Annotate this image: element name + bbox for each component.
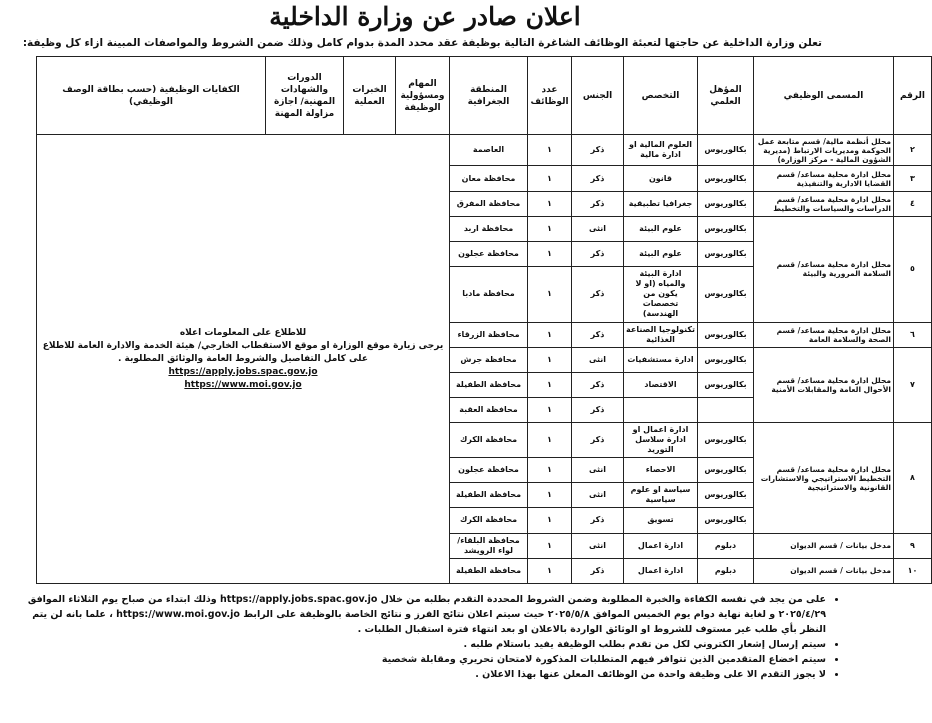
count-cell: ١ [528, 216, 572, 241]
count-cell: ١ [528, 135, 572, 166]
specialization-cell [624, 398, 698, 423]
job-title-cell: محلل ادارة محلية مساعد/ قسم الأحوال العامة والمقابلات الأمنية [754, 347, 894, 423]
region-cell: محافظة الطفيلة [450, 373, 528, 398]
job-number-cell: ٣ [894, 166, 932, 191]
count-cell: ١ [528, 241, 572, 266]
specialization-cell: العلوم المالية او ادارة مالية [624, 135, 698, 166]
note-item: • سيتم اخضاع المتقدمين الذين تتوافر فيهم المتطلبات المذكورة لامتحان تحريري ومقابلة شخصية [6, 652, 826, 667]
gender-cell: ذكر [572, 558, 624, 583]
count-cell: ١ [528, 458, 572, 483]
gender-cell: انثى [572, 533, 624, 558]
qualification-cell: بكالوريوس [698, 322, 754, 347]
job-number-cell: ٥ [894, 216, 932, 322]
note-item: • على من يجد في نفسه الكفاءة والخبرة المطلوبة وضمن الشروط المحددة التقدم بطلبه من خلال https://apply.jobs.spac.gov.jo وذلك ابتداء من صباح يوم الثلاثاء الموافق ٢٠٢٥/٤/٢٩ و لغاية نهاية دوام يوم الخميس الموافق ٢٠٢٥/٥/٨ حيث سيتم اعلان نتائج الفرز و نتائج الخاصة بالوظيفة على الرابط https://www.moi.gov.jo ، علما بانه لن يتم النظر بأي طلب غير مستوف للشروط او الوثائق الواردة بالاعلان او بعد انتهاء فترة استقبال الطلبات . [6, 592, 826, 637]
info-note-text: يرجى زيارة موقع الوزارة او موقع الاستقطاب الخارجي/ هيئة الخدمة والادارة العامة للاطلاع على كامل التفاصيل والشروط العامة والوثائق المطلوبة . [42, 340, 444, 364]
count-cell: ١ [528, 558, 572, 583]
gender-cell: ذكر [572, 241, 624, 266]
specialization-cell: الاقتصاد [624, 373, 698, 398]
specialization-cell: تسويق [624, 508, 698, 533]
specialization-cell: ادارة اعمال [624, 533, 698, 558]
header-cell: المنطقة الجغرافية [450, 57, 528, 135]
gender-cell: ذكر [572, 508, 624, 533]
gender-cell: ذكر [572, 322, 624, 347]
gender-cell: ذكر [572, 398, 624, 423]
specialization-cell: ادارة مستشفيات [624, 347, 698, 372]
header-cell: عدد الوظائف [528, 57, 572, 135]
jobs-table [36, 56, 932, 584]
gender-cell: انثى [572, 347, 624, 372]
note-item: • سيتم إرسال إشعار الكتروني لكل من تقدم بطلب الوظيفة يفيد باستلام طلبه . [6, 637, 826, 652]
count-cell: ١ [528, 166, 572, 191]
specialization-cell: جغرافيا تطبيقية [624, 191, 698, 216]
specialization-cell: علوم البيئة [624, 241, 698, 266]
job-number-cell: ١٠ [894, 558, 932, 583]
specialization-cell: ادارة البيئة والمياه (او لا يكون من تخصصات الهندسة) [624, 267, 698, 323]
count-cell: ١ [528, 191, 572, 216]
gender-cell: ذكر [572, 166, 624, 191]
gender-cell: انثى [572, 216, 624, 241]
qualification-cell: بكالوريوس [698, 423, 754, 458]
specialization-cell: ادارة اعمال [624, 558, 698, 583]
specialization-cell: علوم البيئة [624, 216, 698, 241]
qualification-cell: دبلوم [698, 558, 754, 583]
qualification-cell [698, 398, 754, 423]
region-cell: محافظة العقبة [450, 398, 528, 423]
job-number-cell: ٦ [894, 322, 932, 347]
specialization-cell: سياسة او علوم سياسية [624, 483, 698, 508]
specialization-cell: الاحصاء [624, 458, 698, 483]
qualification-cell: بكالوريوس [698, 347, 754, 372]
gender-cell: ذكر [572, 267, 624, 323]
specialization-cell: ادارة اعمال او ادارة سلاسل التوريد [624, 423, 698, 458]
region-cell: محافظة مادبا [450, 267, 528, 323]
qualification-cell: بكالوريوس [698, 166, 754, 191]
qualification-cell: بكالوريوس [698, 191, 754, 216]
qualification-cell: بكالوريوس [698, 135, 754, 166]
qualification-cell: بكالوريوس [698, 373, 754, 398]
job-title-cell: محلل ادارة محلية مساعد/ قسم القضايا الادارية والتنفيذية [754, 166, 894, 191]
job-title-cell: محلل ادارة محلية مساعد/ قسم السلامة المرورية والبيئة [754, 216, 894, 322]
header-cell: المؤهل العلمي [698, 57, 754, 135]
region-cell: محافظة المفرق [450, 191, 528, 216]
info-note-cell [37, 135, 450, 584]
region-cell: العاصمة [450, 135, 528, 166]
job-title-cell: مدخل بيانات / قسم الديوان [754, 558, 894, 583]
header-cell: المسمى الوظيفي [754, 57, 894, 135]
count-cell: ١ [528, 423, 572, 458]
header-cell: الخبرات العملية [344, 57, 396, 135]
region-cell: محافظة معان [450, 166, 528, 191]
header-cell: التخصص [624, 57, 698, 135]
specialization-cell: قانون [624, 166, 698, 191]
job-title-cell: محلل أنظمة مالية/ قسم متابعة عمل الحوكمة ومديريات الارتباط (مديرية الشؤون المالية - مركز الوزارة) [754, 135, 894, 166]
qualification-cell: بكالوريوس [698, 216, 754, 241]
job-title-cell: محلل ادارة محلية مساعد/ قسم الصحة والسلامة العامة [754, 322, 894, 347]
gender-cell: انثى [572, 458, 624, 483]
specialization-cell: تكنولوجيا الصناعة الغذائية [624, 322, 698, 347]
gender-cell: ذكر [572, 423, 624, 458]
job-number-cell: ٧ [894, 347, 932, 423]
page-title: اعلان صادر عن وزارة الداخلية [269, 2, 581, 31]
job-title-cell: محلل ادارة محلية مساعد/ قسم الدراسات والسياسات والتخطيط [754, 191, 894, 216]
region-cell: محافظة عجلون [450, 458, 528, 483]
gender-cell: ذكر [572, 135, 624, 166]
region-cell: محافظة اربد [450, 216, 528, 241]
header-cell: المهام ومسؤولية الوظيفة [396, 57, 450, 135]
count-cell: ١ [528, 398, 572, 423]
qualification-cell: بكالوريوس [698, 267, 754, 323]
count-cell: ١ [528, 508, 572, 533]
notes-list [6, 592, 840, 682]
header-cell: الكفايات الوظيفية (حسب بطاقة الوصف الوظيفي) [37, 57, 266, 135]
count-cell: ١ [528, 347, 572, 372]
info-note-heading: للاطلاع على المعلومات اعلاه [179, 327, 307, 338]
gender-cell: انثى [572, 483, 624, 508]
region-cell: محافظة جرش [450, 347, 528, 372]
gender-cell: ذكر [572, 191, 624, 216]
qualification-cell: بكالوريوس [698, 458, 754, 483]
count-cell: ١ [528, 533, 572, 558]
region-cell: محافظة الكرك [450, 423, 528, 458]
ministry-link[interactable]: https://www.moi.gov.jo [184, 379, 302, 390]
intro-text: تعلن وزارة الداخلية عن حاجتها لتعبئة الوظائف الشاغرة التالية بوظيفة عقد محدد المدة بدوام كامل وذلك ضمن الشروط والمواصفات المبينة ازاء كل وظيفة: [22, 37, 822, 49]
count-cell: ١ [528, 373, 572, 398]
qualification-cell: بكالوريوس [698, 241, 754, 266]
table-row [37, 135, 932, 166]
region-cell: محافظة الكرك [450, 508, 528, 533]
header-cell: الرقم [894, 57, 932, 135]
count-cell: ١ [528, 322, 572, 347]
job-title-cell: محلل ادارة محلية مساعد/ قسم التخطيط الاستراتيجي والاستشارات القانونية والاستراتيجية [754, 423, 894, 533]
count-cell: ١ [528, 483, 572, 508]
table-header-row [37, 57, 932, 135]
region-cell: محافظة الطفيلة [450, 483, 528, 508]
region-cell: محافظة الطفيلة [450, 558, 528, 583]
qualification-cell: دبلوم [698, 533, 754, 558]
job-number-cell: ٩ [894, 533, 932, 558]
gender-cell: ذكر [572, 373, 624, 398]
note-item: • لا يجوز التقدم الا على وظيفة واحدة من الوظائف المعلن عنها بهذا الاعلان . [6, 667, 826, 682]
count-cell: ١ [528, 267, 572, 323]
region-cell: محافظة الزرقاء [450, 322, 528, 347]
apply-link[interactable]: https://apply.jobs.spac.gov.jo [168, 366, 318, 377]
job-number-cell: ٢ [894, 135, 932, 166]
qualification-cell: بكالوريوس [698, 483, 754, 508]
job-title-cell: مدخل بيانات / قسم الديوان [754, 533, 894, 558]
header-cell: الجنس [572, 57, 624, 135]
region-cell: محافظة عجلون [450, 241, 528, 266]
job-number-cell: ٤ [894, 191, 932, 216]
table-body [37, 135, 932, 584]
header-cell: الدورات والشهادات المهنية/ اجازة مزاولة المهنة [266, 57, 344, 135]
job-number-cell: ٨ [894, 423, 932, 533]
region-cell: محافظة البلقاء/ لواء الرويشد [450, 533, 528, 558]
qualification-cell: بكالوريوس [698, 508, 754, 533]
